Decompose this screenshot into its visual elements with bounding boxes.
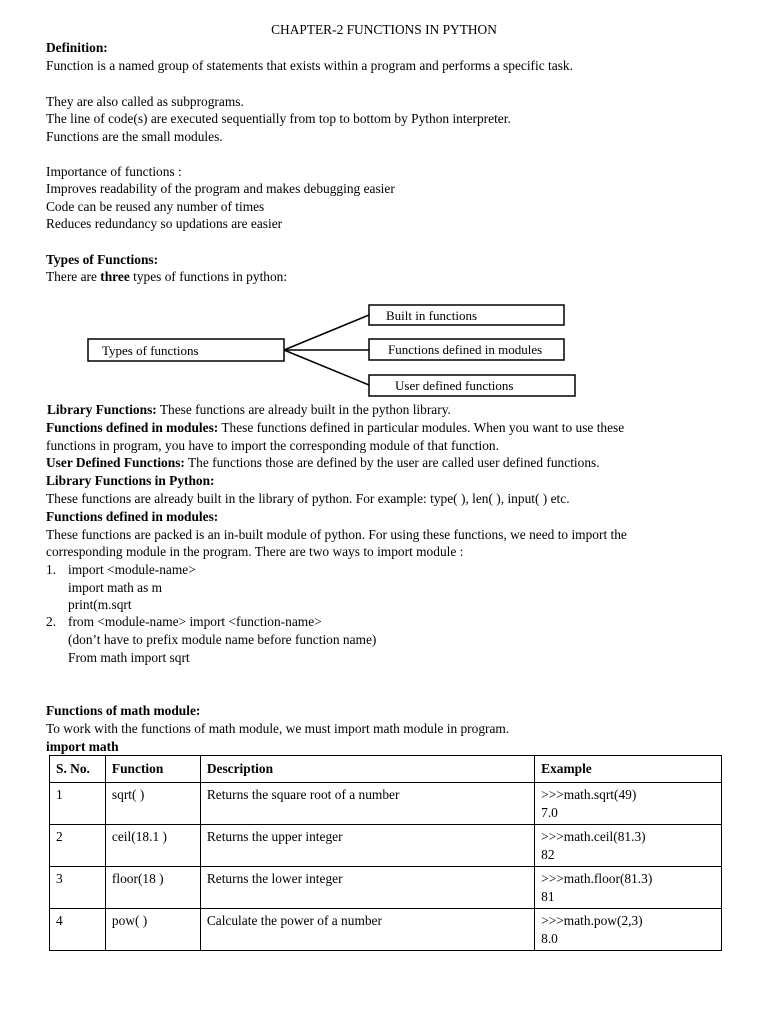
math-section-text: To work with the functions of math module, we must import math module in program. <box>46 721 510 736</box>
modules-def-text: These functions defined in particular modules. When you want to use these <box>218 420 625 435</box>
math-import-line: import math <box>46 739 119 754</box>
importance-heading: Importance of functions : <box>46 164 182 179</box>
import-way-line: From math import sqrt <box>68 650 190 665</box>
library-section-text: These functions are already built in the library of python. For example: type( ), len( ), input( ) etc. <box>46 491 570 506</box>
import-way-1-number: 1. <box>46 562 57 577</box>
library-def-label: Library Functions: <box>47 402 157 417</box>
importance-item: Improves readability of the program and makes debugging easier <box>46 181 395 196</box>
sno-cell: 3 <box>50 867 106 909</box>
types-heading: Types of Functions: <box>46 252 159 267</box>
description-cell: Returns the square root of a number <box>200 783 534 825</box>
intro-line: Functions are the small modules. <box>46 129 223 144</box>
diagram-branch-label: User defined functions <box>395 378 514 393</box>
modules-section-text: corresponding module in the program. There are two ways to import module : <box>46 544 464 559</box>
example-code: >>>math.pow(2,3) <box>541 913 643 928</box>
table-header-row <box>50 756 722 783</box>
modules-section-text: These functions are packed is an in-built module of python. For using these functions, we need to import the <box>46 527 627 542</box>
import-way-line: print(m.sqrt <box>68 597 132 612</box>
math-section-heading: Functions of math module: <box>46 703 201 718</box>
example-cell <box>535 783 722 825</box>
modules-section-heading: Functions defined in modules: <box>46 509 219 524</box>
diagram-root-label: Types of functions <box>102 343 199 358</box>
types-intro-bold: three <box>100 269 130 284</box>
table-row <box>50 867 722 909</box>
description-cell: Returns the lower integer <box>200 867 534 909</box>
example-code: >>>math.ceil(81.3) <box>541 829 646 844</box>
sno-cell: 4 <box>50 909 106 951</box>
example-result: 8.0 <box>541 931 558 946</box>
description-cell: Calculate the power of a number <box>200 909 534 951</box>
import-way-line: import <module-name> <box>68 562 196 577</box>
import-way-line: (don’t have to prefix module name before function name) <box>68 632 377 647</box>
modules-def-label: Functions defined in modules: <box>46 420 219 435</box>
library-def <box>47 401 451 418</box>
table-header-cell: Function <box>105 756 200 783</box>
types-intro <box>46 268 287 285</box>
table-header-cell: Description <box>200 756 534 783</box>
math-functions-table <box>49 755 722 951</box>
description-cell: Returns the upper integer <box>200 825 534 867</box>
library-section-heading: Library Functions in Python: <box>46 473 215 488</box>
importance-item: Code can be reused any number of times <box>46 199 265 214</box>
example-result: 81 <box>541 889 555 904</box>
types-intro-post: types of functions in python: <box>129 269 288 284</box>
page-title: CHAPTER-2 FUNCTIONS IN PYTHON <box>271 22 497 37</box>
import-way-line: from <module-name> import <function-name> <box>68 614 322 629</box>
diagram-branch-label: Built in functions <box>386 308 477 323</box>
intro-line: The line of code(s) are executed sequentially from top to bottom by Python interpreter. <box>46 111 511 126</box>
example-code: >>>math.sqrt(49) <box>541 787 637 802</box>
importance-item: Reduces redundancy so updations are easier <box>46 216 283 231</box>
modules-def-cont: functions in program, you have to import the corresponding module of that function. <box>46 438 499 453</box>
definition-heading: Definition: <box>46 40 108 55</box>
table-header-cell: S. No. <box>50 756 106 783</box>
example-result: 7.0 <box>541 805 558 820</box>
diagram-connector-3 <box>284 350 369 385</box>
intro-line: They are also called as subprograms. <box>46 94 244 109</box>
library-def-text: These functions are already built in the python library. <box>156 402 451 417</box>
user-def-label: User Defined Functions: <box>46 455 185 470</box>
example-cell <box>535 909 722 951</box>
function-cell: pow( ) <box>105 909 200 951</box>
sno-cell: 2 <box>50 825 106 867</box>
table-row <box>50 825 722 867</box>
diagram-connector-1 <box>284 315 369 350</box>
user-def <box>46 454 600 471</box>
function-cell: sqrt( ) <box>105 783 200 825</box>
example-cell <box>535 867 722 909</box>
sno-cell: 1 <box>50 783 106 825</box>
import-way-line: import math as m <box>68 580 163 595</box>
import-way-2-number: 2. <box>46 614 57 629</box>
example-result: 82 <box>541 847 555 862</box>
table-row <box>50 909 722 951</box>
example-code: >>>math.floor(81.3) <box>541 871 653 886</box>
modules-def <box>46 419 624 436</box>
types-intro-pre: There are <box>46 269 101 284</box>
definition-text: Function is a named group of statements that exists within a program and performs a specific task. <box>46 58 573 73</box>
user-def-text: The functions those are defined by the user are called user defined functions. <box>184 455 600 470</box>
example-cell <box>535 825 722 867</box>
table-row <box>50 783 722 825</box>
function-cell: floor(18 ) <box>105 867 200 909</box>
diagram-branch-label: Functions defined in modules <box>388 342 543 357</box>
function-cell: ceil(18.1 ) <box>105 825 200 867</box>
table-header-cell: Example <box>535 756 722 783</box>
